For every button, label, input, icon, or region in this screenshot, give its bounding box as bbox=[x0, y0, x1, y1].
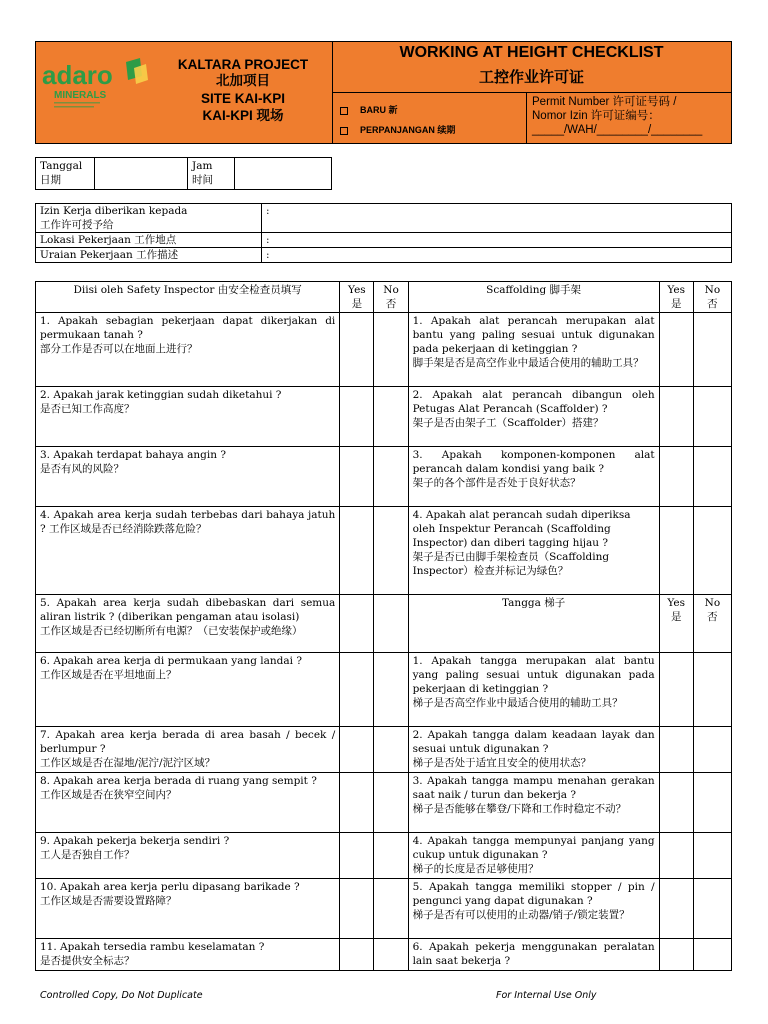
recipient-field[interactable]: : bbox=[262, 204, 732, 233]
recipient-label: Izin Kerja diberikan kepada 工作许可授予给 bbox=[36, 204, 262, 233]
yes-cell[interactable] bbox=[340, 727, 374, 773]
yes-cell[interactable] bbox=[659, 833, 693, 879]
no-cell[interactable] bbox=[693, 387, 731, 447]
left-item-1: 1. Apakah sebagian pekerjaan dapat dikerjakan di permukaan tanah ? 部分工作是否可以在地面上进行？ bbox=[36, 313, 340, 387]
ladder-item-6: 6. Apakah pekerja menggunakan peralatan lain saat bekerja ? bbox=[408, 939, 659, 971]
option-new[interactable] bbox=[340, 103, 398, 116]
no-cell[interactable] bbox=[693, 727, 731, 773]
yes-cell[interactable] bbox=[340, 387, 374, 447]
project-name-cn: 北加项目 bbox=[216, 73, 270, 89]
no-cell[interactable] bbox=[374, 447, 408, 507]
yes-cell[interactable] bbox=[659, 773, 693, 833]
time-field[interactable] bbox=[235, 158, 332, 190]
site-name-cn: KAI-KPI 现场 bbox=[202, 108, 284, 123]
yes-cell[interactable] bbox=[659, 507, 693, 595]
yes-cell[interactable] bbox=[340, 833, 374, 879]
yes-cell[interactable] bbox=[659, 387, 693, 447]
yes-cell[interactable] bbox=[340, 595, 374, 653]
option-new-label: BARU 新 bbox=[360, 105, 398, 115]
yes-cell[interactable] bbox=[659, 313, 693, 387]
location-field[interactable]: : bbox=[262, 233, 732, 248]
scaffold-item-3: 3. Apakah komponen-komponen alat perancah dalam kondisi yang baik ? 架子的各个部件是否处于良好状态？ bbox=[408, 447, 659, 507]
project-block bbox=[36, 42, 333, 143]
no-cell[interactable] bbox=[693, 313, 731, 387]
date-field[interactable] bbox=[95, 158, 188, 190]
permit-type-options bbox=[332, 93, 527, 144]
scaffold-no-header: No 否 bbox=[693, 282, 731, 313]
left-item-2: 2. Apakah jarak ketinggian sudah diketahui ? 是否已知工作高度？ bbox=[36, 387, 340, 447]
left-item-8: 8. Apakah area kerja berada di ruang yang sempit ? 工作区域是否在狭窄空间内？ bbox=[36, 773, 340, 833]
option-extend[interactable] bbox=[340, 123, 455, 136]
scaffold-yes-header: Yes 是 bbox=[659, 282, 693, 313]
yes-cell[interactable] bbox=[659, 447, 693, 507]
scaffold-item-4: 4. Apakah alat perancah sudah diperiksa oleh Inspektur Perancah (Scaffolding Inspector) dan diberi tagging hijau ? 架子是否已由脚手架检查员（Scaffolding Inspector）检查并标记为绿色？ bbox=[408, 507, 659, 595]
ladder-item-1: 1. Apakah tangga merupakan alat bantu yang paling sesuai untuk digunakan pada pekerjaan di ketinggian ? 梯子是否高空作业中最适合使用的辅助工具？ bbox=[408, 653, 659, 727]
extend-checkbox[interactable] bbox=[340, 127, 348, 135]
yes-cell[interactable] bbox=[659, 653, 693, 727]
svg-text:adaro: adaro bbox=[42, 60, 113, 90]
yes-cell[interactable] bbox=[659, 939, 693, 971]
scaffold-item-1: 1. Apakah alat perancah merupakan alat bantu yang paling sesuai untuk digunakan pada pekerjaan di ketinggian ? 脚手架是否是高空作业中最适合使用的辅助工具？ bbox=[408, 313, 659, 387]
left-item-10: 10. Apakah area kerja perlu dipasang barikade ? 工作区域是否需要设置路障？ bbox=[36, 879, 340, 939]
no-cell[interactable] bbox=[693, 939, 731, 971]
title-block bbox=[332, 42, 731, 143]
no-cell[interactable] bbox=[374, 507, 408, 595]
no-cell[interactable] bbox=[374, 727, 408, 773]
footer-controlled-copy: Controlled Copy, Do Not Duplicate bbox=[40, 990, 203, 1001]
ladder-item-2: 2. Apakah tangga dalam keadaan layak dan sesuai untuk digunakan ? 梯子是否处于适宜且安全的使用状态？ bbox=[408, 727, 659, 773]
inspector-header: Diisi oleh Safety Inspector 由安全检查员填写 bbox=[36, 282, 340, 313]
ladder-yes-header: Yes 是 bbox=[659, 595, 693, 653]
new-checkbox[interactable] bbox=[340, 107, 348, 115]
left-item-7: 7. Apakah area kerja berada di area basah / becek / berlumpur ? 工作区域是否在湿地/泥泞/泥泞区域？ bbox=[36, 727, 340, 773]
left-item-3: 3. Apakah terdapat bahaya angin ? 是否有风的风险？ bbox=[36, 447, 340, 507]
scaffolding-header: Scaffolding 脚手架 bbox=[408, 282, 659, 313]
yes-cell[interactable] bbox=[340, 939, 374, 971]
permit-info-table bbox=[35, 203, 732, 263]
description-field[interactable]: : bbox=[262, 248, 732, 263]
date-label: Tanggal 日期 bbox=[36, 158, 95, 190]
footer-internal-use: For Internal Use Only bbox=[496, 990, 597, 1001]
yes-cell[interactable] bbox=[340, 447, 374, 507]
no-cell[interactable] bbox=[693, 879, 731, 939]
description-label: Uraian Pekerjaan 工作描述 bbox=[36, 248, 262, 263]
scaffold-item-2: 2. Apakah alat perancah dibangun oleh Petugas Alat Perancah (Scaffolder) ? 架子是否由架子工（Scaffolder）搭建？ bbox=[408, 387, 659, 447]
project-name-en: KALTARA PROJECT bbox=[177, 57, 309, 72]
no-cell[interactable] bbox=[374, 595, 408, 653]
permit-number bbox=[532, 95, 727, 137]
no-cell[interactable] bbox=[374, 879, 408, 939]
no-cell[interactable] bbox=[693, 773, 731, 833]
yes-cell[interactable] bbox=[340, 507, 374, 595]
no-header: No 否 bbox=[374, 282, 408, 313]
ladder-item-3: 3. Apakah tangga mampu menahan gerakan saat naik / turun dan bekerja ? 梯子是否能够在攀登/下降和工作时稳定不动？ bbox=[408, 773, 659, 833]
date-time-table bbox=[35, 157, 332, 190]
yes-cell[interactable] bbox=[340, 313, 374, 387]
left-item-5: 5. Apakah area kerja sudah dibebaskan dari semua aliran listrik ? (diberikan pengaman atau isolasi) 工作区域是否已经切断所有电源？（已安装保护或绝缘） bbox=[36, 595, 340, 653]
no-cell[interactable] bbox=[693, 833, 731, 879]
form-header bbox=[35, 41, 732, 144]
no-cell[interactable] bbox=[374, 653, 408, 727]
option-extend-label: PERPANJANGAN 续期 bbox=[360, 125, 456, 135]
ladder-header: Tangga 梯子 bbox=[408, 595, 659, 653]
yes-cell[interactable] bbox=[659, 727, 693, 773]
left-item-4: 4. Apakah area kerja sudah terbebas dari bahaya jatuh ? 工作区域是否已经消除跌落危险？ bbox=[36, 507, 340, 595]
location-label: Lokasi Pekerjaan 工作地点 bbox=[36, 233, 262, 248]
form-title-en: WORKING AT HEIGHT CHECKLIST bbox=[399, 44, 664, 61]
checklist-table bbox=[35, 281, 732, 971]
time-label: Jam 时间 bbox=[188, 158, 235, 190]
adaro-logo bbox=[42, 54, 154, 112]
permit-label-1: Permit Number 许可证号码 / bbox=[532, 96, 677, 108]
site-name-en: SITE KAI-KPI bbox=[200, 91, 285, 106]
no-cell[interactable] bbox=[693, 653, 731, 727]
left-item-6: 6. Apakah area kerja di permukaan yang landai ? 工作区域是否在平坦地面上？ bbox=[36, 653, 340, 727]
ladder-item-5: 5. Apakah tangga memiliki stopper / pin / pengunci yang dapat digunakan ? 梯子是否有可以使用的止动器/销子/锁定装置？ bbox=[408, 879, 659, 939]
yes-cell[interactable] bbox=[659, 879, 693, 939]
yes-cell[interactable] bbox=[340, 879, 374, 939]
no-cell[interactable] bbox=[693, 507, 731, 595]
left-item-11: 11. Apakah tersedia rambu keselamatan ? 是否提供安全标志？ bbox=[36, 939, 340, 971]
yes-header: Yes 是 bbox=[340, 282, 374, 313]
no-cell[interactable] bbox=[693, 447, 731, 507]
ladder-item-4: 4. Apakah tangga mempunyai panjang yang cukup untuk digunakan ? 梯子的长度是否足够使用？ bbox=[408, 833, 659, 879]
no-cell[interactable] bbox=[374, 387, 408, 447]
svg-text:MINERALS: MINERALS bbox=[54, 90, 107, 101]
no-cell[interactable] bbox=[374, 833, 408, 879]
permit-label-2: Nomor Izin 许可证编号： bbox=[532, 110, 660, 122]
yes-cell[interactable] bbox=[340, 653, 374, 727]
no-cell[interactable] bbox=[374, 939, 408, 971]
form-title-cn: 工控作业许可证 bbox=[478, 68, 584, 86]
left-item-9: 9. Apakah pekerja bekerja sendiri ? 工人是否独自工作？ bbox=[36, 833, 340, 879]
no-cell[interactable] bbox=[374, 773, 408, 833]
ladder-no-header: No 否 bbox=[693, 595, 731, 653]
permit-row bbox=[332, 92, 731, 144]
project-title bbox=[158, 56, 328, 124]
permit-number-field[interactable]: _____/WAH/________/________ bbox=[532, 124, 703, 136]
yes-cell[interactable] bbox=[340, 773, 374, 833]
no-cell[interactable] bbox=[374, 313, 408, 387]
